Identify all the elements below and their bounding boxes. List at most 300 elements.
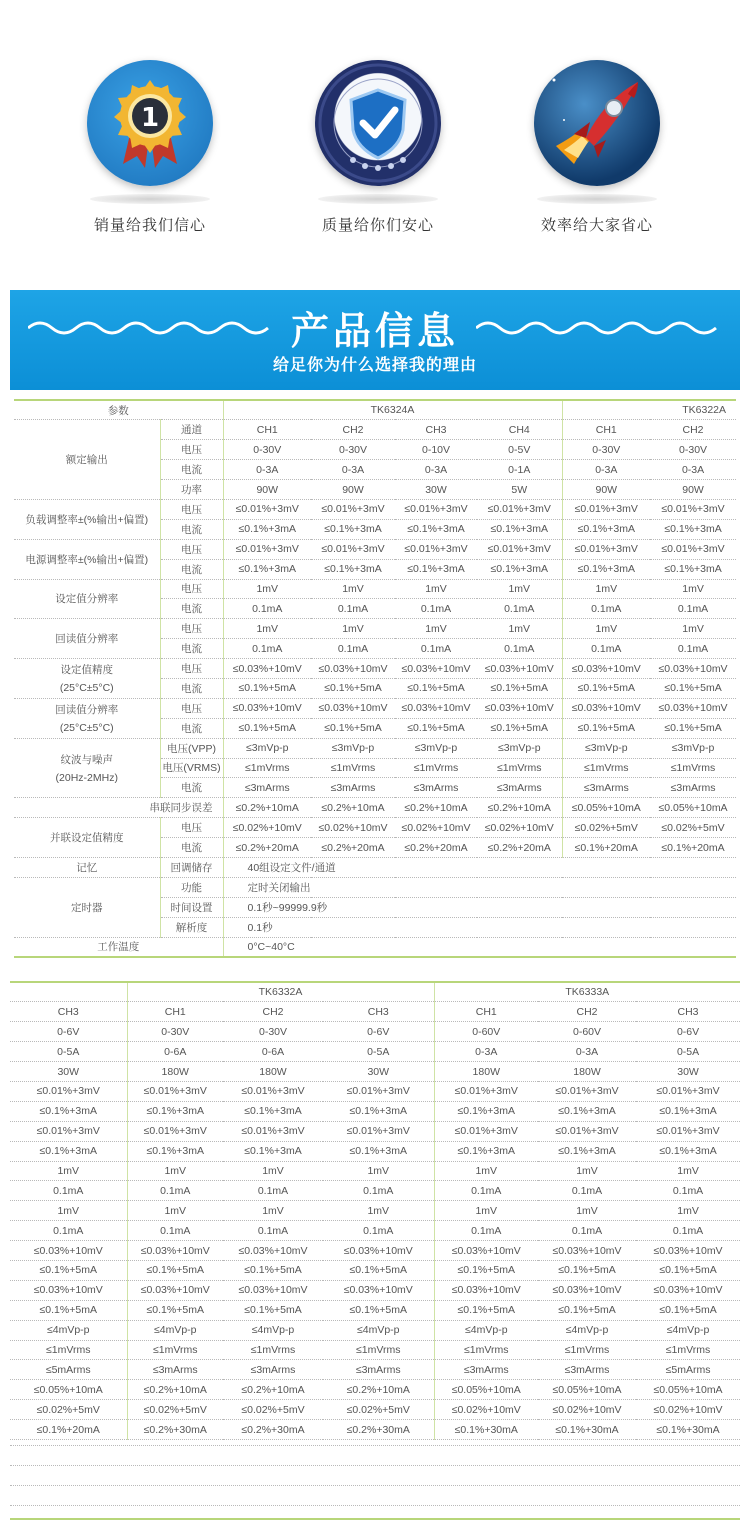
value-cell: 0-60V [434,1022,538,1042]
value-cell: 1mV [223,1201,323,1221]
value-cell: ≤0.1%+3mA [311,519,395,539]
value-cell: ≤4mVp-p [223,1320,323,1340]
value-cell: ≤0.2%+20mA [395,838,477,858]
value-cell: ≤5mArms [636,1360,740,1380]
value-cell: ≤0.02%+10mV [223,818,311,838]
value-cell: ≤0.1%+3mA [636,1101,740,1121]
badge-caption: 效率给大家省心 [540,216,653,234]
table-row [10,1201,740,1221]
value-cell: 0.1mA [650,599,736,619]
value-cell: 1mV [395,579,477,599]
value-cell: ≤0.1%+3mA [636,1141,740,1161]
value-cell: 180W [127,1062,223,1082]
rocket-icon [534,60,660,186]
row-label-condition: (25°C±5°C) [59,682,114,695]
value-cell: ≤0.1%+3mA [650,559,736,579]
value-cell: ≤0.01%+3mV [650,539,736,559]
sub-label: 电流 [160,718,223,738]
value-cell: ≤1mVrms [477,758,562,778]
value-cell: 0.1秒 [223,917,736,937]
value-cell: CH4 [477,420,562,440]
value-cell: 0.1mA [434,1221,538,1241]
value-cell: ≤0.03%+10mV [323,1241,434,1261]
value-cell: ≤0.1%+5mA [223,1260,323,1280]
value-cell: 0.1mA [636,1221,740,1241]
value-cell: 0-5A [10,1042,127,1062]
value-cell: 0-6V [10,1022,127,1042]
value-cell: 1mV [636,1201,740,1221]
value-cell: ≤0.1%+5mA [127,1300,223,1320]
value-cell: ≤0.03%+10mV [538,1280,636,1300]
value-cell: ≤3mVp-p [562,738,650,758]
table-row [14,818,736,838]
value-cell: ≤0.01%+3mV [311,499,395,519]
value-cell: 1mV [434,1201,538,1221]
value-cell: ≤0.1%+5mA [538,1260,636,1280]
value-cell: ≤0.1%+5mA [223,1300,323,1320]
value-cell: 0.1mA [223,639,311,659]
value-cell: ≤0.1%+3mA [395,559,477,579]
value-cell: ≤0.01%+3mV [562,539,650,559]
value-cell: ≤0.1%+5mA [10,1300,127,1320]
table-row [10,1062,740,1082]
value-cell: ≤0.1%+3mA [10,1101,127,1121]
sub-label: 电流 [160,519,223,539]
value-cell: CH1 [127,1002,223,1022]
feature-badges [0,0,750,270]
value-cell: ≤0.02%+10mV [636,1400,740,1420]
value-cell: 0-10V [395,440,477,460]
value-cell: 0-60V [538,1022,636,1042]
value-cell: ≤0.1%+3mA [395,519,477,539]
value-cell: ≤0.1%+5mA [636,1260,740,1280]
value-cell: ≤0.2%+30mA [127,1420,223,1440]
table-row [14,619,736,639]
value-cell: ≤0.01%+3mV [538,1121,636,1141]
row-label: 电源调整率±(%输出+偏置) [14,539,160,579]
value-cell: ≤0.01%+3mV [562,499,650,519]
value-cell: 0.1mA [127,1221,223,1241]
value-cell: 1mV [311,619,395,639]
medal-number: 1 [140,103,160,133]
banner-title: 产品信息 [290,309,459,353]
value-cell: ≤0.03%+10mV [650,659,736,679]
product-info-banner [10,290,740,390]
value-cell: ≤0.1%+3mA [323,1101,434,1121]
value-cell: 0-3A [395,460,477,480]
table-row [14,400,736,420]
value-cell: 1mV [395,619,477,639]
row-label: 记忆 [14,857,160,877]
value-cell: ≤0.1%+3mA [562,559,650,579]
sub-label: 电流 [160,678,223,698]
value-cell: ≤0.1%+5mA [562,718,650,738]
value-cell: 1mV [636,1161,740,1181]
table-row [10,1360,740,1380]
value-cell: ≤0.1%+5mA [127,1260,223,1280]
value-cell: ≤4mVp-p [127,1320,223,1340]
value-cell: ≤0.1%+5mA [434,1300,538,1320]
value-cell: 1mV [127,1161,223,1181]
value-cell: ≤0.02%+5mV [10,1400,127,1420]
value-cell: ≤0.01%+3mV [636,1081,740,1101]
value-cell: ≤0.2%+10mA [395,798,477,818]
value-cell: 0.1mA [477,599,562,619]
value-cell: ≤0.05%+10mA [636,1380,740,1400]
value-cell: ≤0.1%+20mA [10,1420,127,1440]
value-cell: 0-6V [323,1022,434,1042]
value-cell: 1mV [538,1201,636,1221]
spec-table-tk6324a-tk6322a [14,399,736,958]
value-cell: ≤0.01%+3mV [538,1081,636,1101]
value-cell: ≤0.1%+5mA [434,1260,538,1280]
sub-label: 电流 [160,639,223,659]
row-label: 负载调整率±(%输出+偏置) [14,499,160,539]
value-cell: 5W [477,480,562,500]
value-cell: 0.1mA [477,639,562,659]
value-cell: ≤0.1%+3mA [323,1141,434,1161]
value-cell: 0.1mA [10,1221,127,1241]
value-cell: CH3 [395,420,477,440]
value-cell: 1mV [223,619,311,639]
value-cell: ≤0.1%+3mA [223,559,311,579]
value-cell: 0.1mA [538,1181,636,1201]
value-cell: 0-30V [311,440,395,460]
value-cell: 1mV [562,579,650,599]
table-row [14,499,736,519]
sub-label: 功率 [160,480,223,500]
table-row [10,1241,740,1261]
value-cell: ≤0.03%+10mV [650,698,736,718]
sub-label: 电压(VPP) [160,738,223,758]
table-row [14,579,736,599]
value-cell: ≤0.1%+3mA [477,519,562,539]
value-cell: ≤0.02%+5mV [562,818,650,838]
value-cell: ≤0.1%+5mA [538,1300,636,1320]
table-row [14,877,736,897]
value-cell: 0-30V [650,440,736,460]
value-cell: 0.1mA [323,1221,434,1241]
value-cell: CH1 [562,420,650,440]
value-cell: ≤0.01%+3mV [395,499,477,519]
medal-number-one-icon [87,60,213,186]
value-cell: ≤0.02%+5mV [323,1400,434,1420]
value-cell: ≤5mArms [10,1360,127,1380]
empty-row [10,1465,740,1485]
row-label-text: 纹波与噪声 [60,753,113,766]
value-cell: 0.1mA [562,639,650,659]
value-cell: 1mV [311,579,395,599]
value-cell: ≤0.03%+10mV [636,1241,740,1261]
value-cell: ≤0.1%+20mA [562,838,650,858]
value-cell: ≤0.1%+20mA [650,838,736,858]
value-cell: ≤0.01%+3mV [395,539,477,559]
value-cell: ≤3mArms [650,778,736,798]
value-cell: 1mV [323,1161,434,1181]
table-row [10,1081,740,1101]
value-cell: ≤0.1%+5mA [311,678,395,698]
sub-label: 电压 [160,499,223,519]
value-cell: ≤0.01%+3mV [636,1121,740,1141]
table-row [10,1400,740,1420]
value-cell: ≤0.1%+3mA [650,519,736,539]
table-row [14,698,736,718]
sub-label: 电压 [160,818,223,838]
value-cell: ≤0.01%+3mV [434,1081,538,1101]
value-cell: 0.1mA [10,1181,127,1201]
sub-label: 电压 [160,619,223,639]
empty-row [10,1485,740,1505]
value-cell: ≤0.03%+10mV [223,1280,323,1300]
value-cell: ≤3mArms [434,1360,538,1380]
value-cell: 0-3A [650,460,736,480]
value-cell: ≤4mVp-p [323,1320,434,1340]
sub-label: 时间设置 [160,897,223,917]
value-cell: 90W [562,480,650,500]
value-cell: 30W [10,1062,127,1082]
table-row [14,937,736,957]
value-cell: ≤0.01%+3mV [223,1121,323,1141]
row-label [14,698,160,738]
value-cell: ≤0.1%+5mA [650,718,736,738]
value-cell: 0.1mA [311,639,395,659]
value-cell: ≤0.1%+3mA [10,1141,127,1161]
value-cell: ≤3mVp-p [395,738,477,758]
value-cell: 30W [636,1062,740,1082]
table-row [10,1042,740,1062]
table-row [10,1181,740,1201]
value-cell: ≤0.03%+10mV [10,1241,127,1261]
value-cell: ≤4mVp-p [636,1320,740,1340]
value-cell: ≤0.1%+5mA [477,678,562,698]
value-cell: 0-3A [538,1042,636,1062]
value-cell: ≤0.03%+10mV [223,1241,323,1261]
value-cell: ≤3mVp-p [477,738,562,758]
row-label-condition: (20Hz-2MHz) [55,771,118,784]
value-cell: CH2 [223,1002,323,1022]
value-cell: ≤3mVp-p [311,738,395,758]
value-cell: 40组设定文件/通道 [223,857,736,877]
value-cell: 0.1mA [636,1181,740,1201]
model-header: TK6322A [562,400,736,420]
value-cell: CH2 [650,420,736,440]
value-cell: 0.1mA [538,1221,636,1241]
model-header: TK6332A [127,982,434,1002]
value-cell: 0-30V [223,1022,323,1042]
value-cell: 30W [323,1062,434,1082]
value-cell: ≤0.01%+3mV [10,1081,127,1101]
value-cell: ≤0.01%+3mV [323,1121,434,1141]
sub-label: 电压 [160,579,223,599]
sub-label: 电流 [160,838,223,858]
value-cell: ≤0.02%+5mV [223,1400,323,1420]
value-cell: 0-30V [223,440,311,460]
value-cell: 0.1mA [395,639,477,659]
value-cell: ≤0.02%+10mV [395,818,477,838]
value-cell: ≤0.01%+3mV [477,499,562,519]
value-cell: ≤1mVrms [434,1340,538,1360]
value-cell: ≤0.1%+3mA [562,519,650,539]
value-cell: 1mV [223,1161,323,1181]
value-cell: ≤0.2%+10mA [323,1380,434,1400]
value-cell: 90W [223,480,311,500]
table-row [10,1002,740,1022]
value-cell: 0.1mA [395,599,477,619]
value-cell: 1mV [223,579,311,599]
table-row [14,798,736,818]
table-row [14,539,736,559]
value-cell: ≤0.2%+20mA [311,838,395,858]
value-cell: ≤1mVrms [311,758,395,778]
value-cell: CH1 [434,1002,538,1022]
sub-label: 功能 [160,877,223,897]
value-cell: ≤0.1%+3mA [223,1101,323,1121]
value-cell: ≤0.2%+30mA [223,1420,323,1440]
model-header: TK6333A [434,982,740,1002]
sub-label: 电流 [160,599,223,619]
value-cell: ≤0.05%+10mA [562,798,650,818]
value-cell: ≤0.03%+10mV [311,698,395,718]
sub-label: 电流 [160,559,223,579]
value-cell: ≤0.1%+30mA [434,1420,538,1440]
value-cell: ≤0.01%+3mV [127,1081,223,1101]
value-cell: ≤0.03%+10mV [538,1241,636,1261]
value-cell: 0.1mA [323,1181,434,1201]
value-cell: ≤0.2%+20mA [223,838,311,858]
value-cell: ≤0.1%+5mA [650,678,736,698]
row-label: 额定输出 [14,420,160,500]
value-cell: 0-1A [477,460,562,480]
value-cell: ≤0.1%+3mA [477,559,562,579]
value-cell: ≤0.1%+3mA [434,1101,538,1121]
table-row [10,982,740,1002]
value-cell: ≤0.2%+10mA [223,1380,323,1400]
value-cell: ≤0.05%+10mA [650,798,736,818]
sub-label: 解析度 [160,917,223,937]
table-row [10,1121,740,1141]
value-cell: ≤0.02%+5mV [127,1400,223,1420]
value-cell: 180W [223,1062,323,1082]
table-row [10,1101,740,1121]
value-cell: 1mV [538,1161,636,1181]
value-cell: ≤0.1%+5mA [562,678,650,698]
row-label-text: 回读值分辨率 [55,704,119,717]
value-cell: ≤1mVrms [538,1340,636,1360]
value-cell: 1mV [650,579,736,599]
value-cell: 0-5V [477,440,562,460]
value-cell: ≤0.03%+10mV [395,659,477,679]
value-cell: 1mV [10,1161,127,1181]
value-cell: 1mV [323,1201,434,1221]
table-row [14,738,736,758]
value-cell: ≤4mVp-p [434,1320,538,1340]
badge-shadow [90,194,210,204]
value-cell: ≤3mArms [311,778,395,798]
empty-row [10,1445,740,1465]
value-cell: ≤0.01%+3mV [127,1121,223,1141]
value-cell: ≤0.01%+3mV [223,499,311,519]
value-cell: ≤0.02%+10mV [434,1400,538,1420]
value-cell: ≤1mVrms [127,1340,223,1360]
value-cell: ≤0.03%+10mV [323,1280,434,1300]
shield-check-icon [315,60,441,186]
value-cell: ≤1mVrms [323,1340,434,1360]
value-cell: 1mV [477,579,562,599]
badge-shadow [318,194,438,204]
table-row [10,1280,740,1300]
table-row [10,1161,740,1181]
value-cell: 90W [311,480,395,500]
value-cell: 0.1mA [562,599,650,619]
value-cell: 0.1mA [223,1181,323,1201]
value-cell: ≤0.2%+10mA [477,798,562,818]
value-cell: ≤0.1%+5mA [477,718,562,738]
table-row [10,1340,740,1360]
value-cell: 0°C~40°C [223,937,736,957]
value-cell: 0-6V [636,1022,740,1042]
value-cell: ≤0.1%+3mA [127,1141,223,1161]
value-cell: 0-3A [223,460,311,480]
sub-label: 电压(VRMS) [160,758,223,778]
bottom-rule [10,1518,740,1520]
row-label: 设定值分辨率 [14,579,160,619]
value-cell: 0.1mA [127,1181,223,1201]
value-cell: ≤3mArms [538,1360,636,1380]
value-cell: ≤0.02%+10mV [311,818,395,838]
value-cell: ≤0.03%+10mV [127,1280,223,1300]
value-cell: CH2 [538,1002,636,1022]
badge-caption: 质量给你们安心 [321,216,434,234]
value-cell: ≤4mVp-p [10,1320,127,1340]
row-label: 并联设定值精度 [14,818,160,858]
value-cell: ≤1mVrms [650,758,736,778]
value-cell: ≤1mVrms [636,1340,740,1360]
spec-table-tk6332a-tk6333a [10,981,740,1440]
value-cell: 0.1mA [311,599,395,619]
table-row [14,420,736,440]
value-cell: CH3 [10,1002,127,1022]
value-cell: ≤0.1%+30mA [636,1420,740,1440]
value-cell: 180W [434,1062,538,1082]
sub-label: 电压 [160,539,223,559]
sub-label: 通道 [160,420,223,440]
value-cell: ≤0.03%+10mV [223,698,311,718]
value-cell: ≤0.01%+3mV [10,1121,127,1141]
sub-label: 回调储存 [160,857,223,877]
badge-efficiency [497,40,697,235]
value-cell: ≤0.1%+5mA [395,718,477,738]
value-cell: CH1 [223,420,311,440]
value-cell: ≤0.03%+10mV [562,698,650,718]
model-header: TK6324A [223,400,562,420]
value-cell: ≤0.01%+3mV [311,539,395,559]
table-row [14,659,736,679]
badge-caption: 销量给我们信心 [93,216,206,234]
value-cell: ≤0.03%+10mV [127,1241,223,1261]
sub-label: 电流 [160,460,223,480]
value-cell: CH2 [311,420,395,440]
value-cell: ≤1mVrms [223,758,311,778]
value-cell: 0.1mA [223,599,311,619]
value-cell: ≤0.01%+3mV [223,1081,323,1101]
value-cell: ≤0.01%+3mV [434,1121,538,1141]
value-cell: ≤0.03%+10mV [311,659,395,679]
value-cell: ≤0.05%+10mA [434,1380,538,1400]
value-cell: ≤0.2%+30mA [323,1420,434,1440]
empty-ruled-rows [10,1425,740,1506]
sub-label: 电压 [160,659,223,679]
value-cell: ≤0.1%+5mA [323,1260,434,1280]
